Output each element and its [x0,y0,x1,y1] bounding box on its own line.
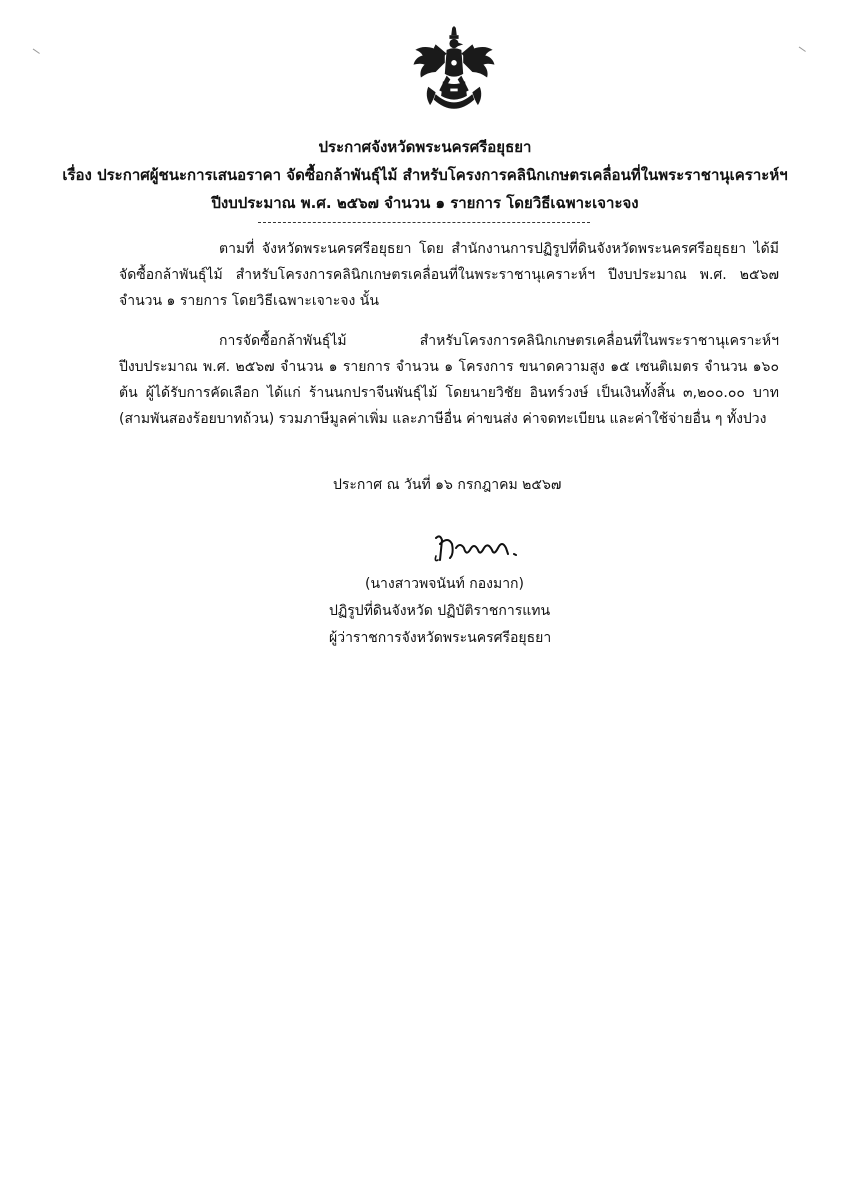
body-paragraph-2: การจัดซื้อกล้าพันธุ์ไม้ สำหรับโครงการคลินิกเกษตรเคลื่อนที่ในพระราชานุเคราะห์ฯ ปีงบประมาณ พ.ศ. ๒๕๖๗ จำนวน ๑ รายการ จำนวน ๑ โครงการ ขนาดความสูง ๑๕ เซนติเมตร จำนวน ๑๖๐ ต้น ผู้ได้รับการคัดเลือก ได้แก่ ร้านนกปราจีนพันธุ์ไม้ โดยนายวิชัย อินทร์วงษ์ เป็นเงินทั้งสิ้น ๓,๒๐๐.๐๐ บาท (สามพันสองร้อยบาทถ้วน) รวมภาษีมูลค่าเพิ่ม และภาษีอื่น ค่าขนส่ง ค่าจดทะเบียน และค่าใช้จ่ายอื่น ๆ ทั้งปวง [119,333,779,427]
document-subject-continued: ปีงบประมาณ พ.ศ. ๒๕๖๗ จำนวน ๑ รายการ โดยวิธีเฉพาะเจาะจง [211,194,639,212]
body-paragraph-1: ตามที่ จังหวัดพระนครศรีอยุธยา โดย สำนักงานการปฏิรูปที่ดินจังหวัดพระนครศรีอยุธยา ได้มีจัดซื้อกล้าพันธุ์ไม้ สำหรับโครงการคลินิกเกษตรเคลื่อนที่ในพระราชานุเคราะห์ฯ ปีงบประมาณ พ.ศ. ๒๕๖๗ จำนวน ๑ รายการ โดยวิธีเฉพาะเจาะจง นั้น [119,241,779,309]
signatory-on-behalf-of: ผู้ว่าราชการจังหวัดพระนครศรีอยุธยา [329,630,552,646]
scan-speck [794,47,806,59]
handwritten-signature [430,530,540,564]
title-divider [258,222,590,223]
garuda-emblem-icon [408,26,500,118]
document-subject: เรื่อง ประกาศผู้ชนะการเสนอราคา จัดซื้อกล้าพันธุ์ไม้ สำหรับโครงการคลินิกเกษตรเคลื่อนที่ในพระราชานุเคราะห์ฯ [62,166,788,184]
announcement-date: ประกาศ ณ วันที่ ๑๖ กรกฎาคม ๒๕๖๗ [333,477,562,493]
signatory-position: ปฏิรูปที่ดินจังหวัด ปฏิบัติราชการแทน [329,603,551,619]
document-title: ประกาศจังหวัดพระนครศรีอยุธยา [318,138,532,156]
scan-speck [28,49,40,61]
signatory-name: (นางสาวพจนันท์ กองมาก) [365,576,524,592]
